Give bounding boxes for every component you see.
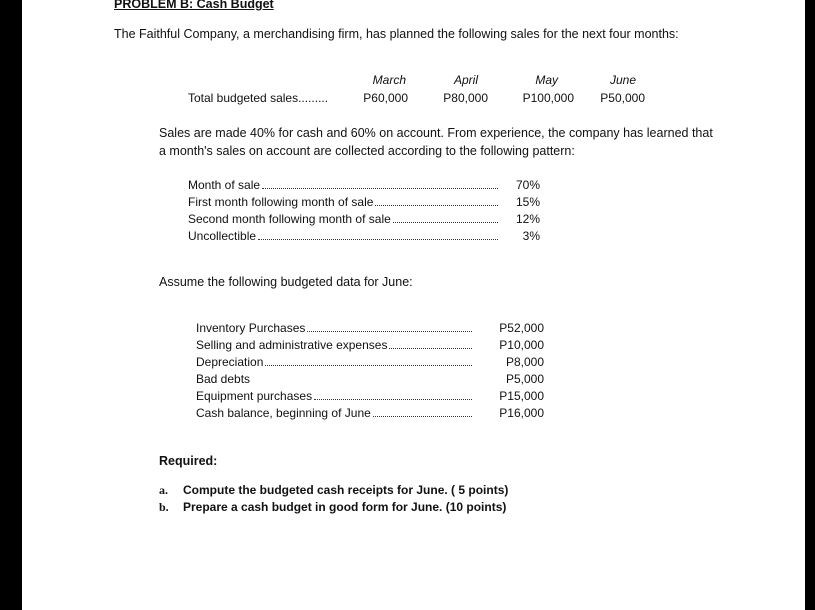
list-item [188, 195, 540, 212]
sales-value: P100,000 [522, 91, 574, 105]
june-label: Depreciation [196, 355, 264, 369]
sales-value: P80,000 [443, 91, 488, 105]
june-data-list [196, 321, 544, 423]
item-text: Compute the budgeted cash receipts for June. ( 5 points) [183, 483, 509, 497]
month-header: March [372, 73, 406, 87]
required-heading: Required: [159, 454, 218, 468]
dot-leader [314, 398, 472, 400]
june-label: Equipment purchases [196, 389, 313, 403]
month-header: April [453, 73, 478, 87]
sales-value: P50,000 [600, 91, 645, 105]
collection-value: 70% [515, 178, 540, 192]
collection-value: 3% [522, 229, 540, 243]
problem-title: PROBLEM B: Cash Budget [114, 0, 274, 11]
sales-label: Total budgeted sales......... [188, 91, 329, 105]
june-value: P8,000 [505, 355, 544, 369]
item-text: Prepare a cash budget in good form for June. (10 points) [183, 500, 507, 514]
sales-value: P60,000 [363, 91, 408, 105]
list-item [188, 212, 540, 229]
june-label: Selling and administrative expenses [196, 338, 388, 352]
june-value: P5,000 [505, 372, 544, 386]
dot-leader [258, 238, 498, 240]
collection-label: Uncollectible [188, 229, 257, 243]
collection-value: 15% [515, 195, 540, 209]
list-item [196, 406, 544, 423]
assume-text: Assume the following budgeted data for June: [159, 275, 413, 289]
list-item [196, 389, 544, 406]
list-item [196, 372, 544, 389]
dot-leader [307, 330, 472, 332]
month-header: June [609, 73, 636, 87]
list-item [196, 355, 544, 372]
june-label: Bad debts [196, 372, 251, 386]
item-marker: b. [159, 500, 169, 514]
collection-label: Second month following month of sale [188, 212, 391, 226]
document-page [22, 0, 805, 610]
june-value: P16,000 [499, 406, 544, 420]
required-list [159, 483, 508, 517]
list-item [188, 178, 540, 195]
list-item [188, 229, 540, 246]
intro-text: The Faithful Company, a merchandising firm, has planned the following sales for the next four months: [114, 27, 679, 41]
list-item [196, 321, 544, 338]
collection-paragraph: Sales are made 40% for cash and 60% on account. From experience, the company has learned that a month's sales on account are collected according to the following pattern: [159, 126, 713, 158]
dot-leader [265, 364, 472, 366]
june-label: Inventory Purchases [196, 321, 306, 335]
collection-label: First month following month of sale [188, 195, 374, 209]
collection-pattern-list [188, 178, 540, 246]
dot-leader [393, 221, 498, 223]
list-item [159, 483, 508, 500]
list-item [159, 500, 508, 517]
june-value: P15,000 [499, 389, 544, 403]
june-label: Cash balance, beginning of June [196, 406, 371, 420]
june-value: P10,000 [499, 338, 544, 352]
collection-value: 12% [515, 212, 540, 226]
list-item [196, 338, 544, 355]
june-value: P52,000 [499, 321, 544, 335]
dot-leader [262, 187, 498, 189]
collection-label: Month of sale [188, 178, 261, 192]
dot-leader [389, 347, 472, 349]
dot-leader [373, 415, 472, 417]
dot-leader [375, 204, 498, 206]
month-header: May [535, 73, 558, 87]
item-marker: a. [159, 483, 168, 497]
